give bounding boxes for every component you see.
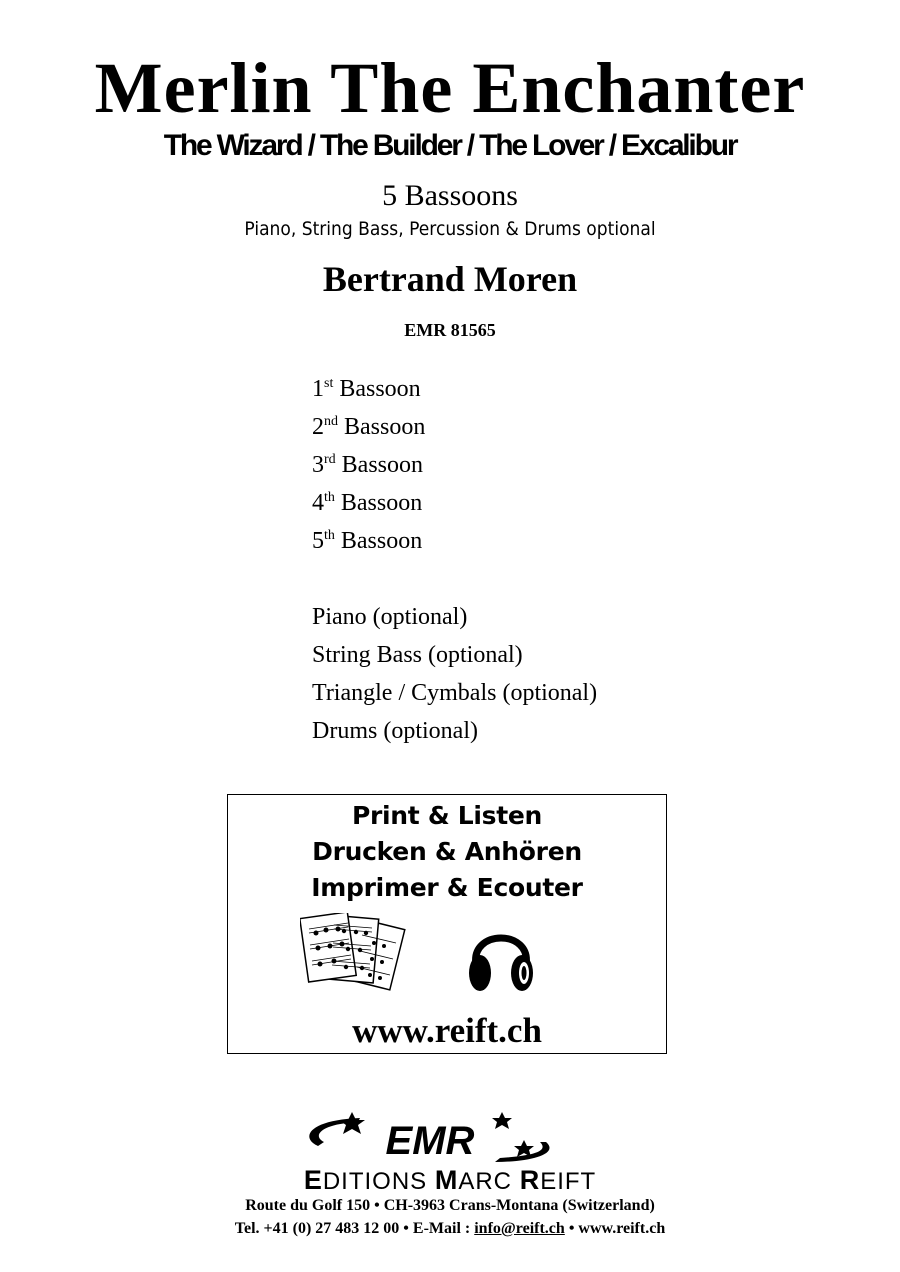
optional-part-item: String Bass (optional) <box>312 642 523 668</box>
logo-text: EMR <box>385 1119 475 1163</box>
optional-part-item: Drums (optional) <box>312 718 478 744</box>
part-item: 4th Bassoon <box>312 490 423 516</box>
part-item: 5th Bassoon <box>312 528 423 554</box>
print-listen-box <box>227 794 667 1054</box>
part-item: 1st Bassoon <box>312 376 421 402</box>
sheet-music-icon <box>300 913 410 999</box>
headphones-icon <box>466 919 536 999</box>
subtitle: The Wizard / The Builder / The Lover / Excalibur <box>163 129 737 162</box>
parts-list <box>312 370 597 750</box>
promo-line-english: Print & Listen <box>351 801 543 830</box>
part-item: 2nd Bassoon <box>312 414 426 440</box>
promo-line-french: Imprimer & Ecouter <box>311 873 583 902</box>
parts-spacer <box>312 560 597 598</box>
scoring: 5 Bassoons <box>382 179 518 212</box>
promo-url[interactable]: www.reift.ch <box>352 1011 542 1050</box>
optional-part-item: Piano (optional) <box>312 604 468 630</box>
optional-part-item: Triangle / Cymbals (optional) <box>312 680 598 706</box>
page-title: Merlin The Enchanter <box>94 48 806 128</box>
promo-line-german: Drucken & Anhören <box>312 837 582 866</box>
publisher-name: EDITIONS MARC REIFT <box>303 1165 597 1195</box>
optional-instruments: Piano, String Bass, Percussion & Drums optional <box>244 218 656 240</box>
publisher-contact: Tel. +41 (0) 27 483 12 00 • E-Mail : info@reift.ch • www.reift.ch <box>234 1220 666 1237</box>
catalog-number: EMR 81565 <box>404 320 496 340</box>
emr-logo <box>290 1108 610 1166</box>
composer: Bertrand Moren <box>322 259 578 299</box>
part-item: 3rd Bassoon <box>312 452 424 478</box>
publisher-address: Route du Golf 150 • CH-3963 Crans-Montana (Switzerland) <box>245 1197 655 1214</box>
email-link[interactable]: info@reift.ch <box>474 1220 565 1237</box>
